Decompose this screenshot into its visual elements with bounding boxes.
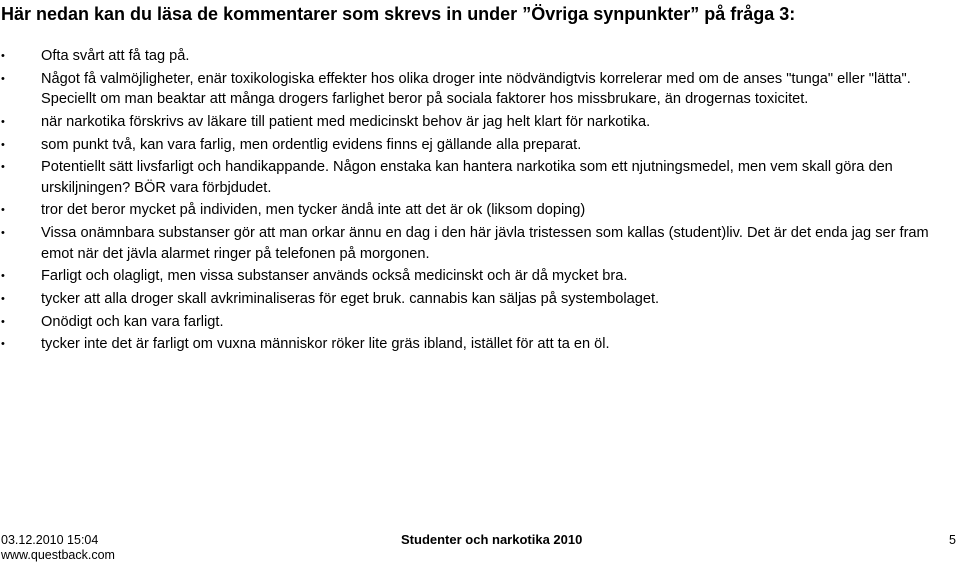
- list-item: [0, 135, 959, 156]
- bullet-icon: •: [1, 315, 5, 328]
- comment-text: som punkt två, kan vara farlig, men ordentlig evidens finns ej gällande alla preparat.: [41, 136, 582, 153]
- bullet-icon: •: [1, 50, 5, 62]
- footer-url: www.questback.com: [1, 548, 115, 562]
- list-item: [0, 157, 959, 198]
- bullet-icon: •: [1, 72, 5, 85]
- comment-text: tycker inte det är farligt om vuxna människor röker lite gräs ibland, istället för att ta en öl.: [41, 336, 610, 353]
- comment-text: Ofta svårt att få tag på.: [41, 48, 190, 64]
- comment-text: när narkotika förskrivs av läkare till patient med medicinskt behov är jag helt klart för narkotika.: [41, 113, 651, 130]
- bullet-icon: •: [1, 204, 5, 217]
- list-item: [0, 69, 959, 110]
- list-item: [0, 46, 959, 67]
- comment-text: tror det beror mycket på individen, men tycker ändå inte att det är ok (liksom doping): [41, 202, 586, 219]
- footer-page-number: 5: [949, 533, 956, 547]
- list-item: [0, 334, 959, 355]
- comment-text: Onödigt och kan vara farligt.: [41, 313, 224, 330]
- footer-date: 03.12.2010 15:04: [1, 533, 99, 547]
- bullet-icon: •: [1, 227, 5, 240]
- footer-document-title: Studenter och narkotika 2010: [401, 532, 583, 547]
- page-title: Här nedan kan du läsa de kommentarer som skrevs in under ”Övriga synpunkter” på fråga 3:: [1, 4, 796, 24]
- bullet-icon: •: [1, 270, 5, 283]
- bullet-icon: •: [1, 138, 5, 151]
- comment-text: tycker att alla droger skall avkriminaliseras för eget bruk. cannabis kan säljas på systembolaget.: [41, 291, 660, 307]
- list-item: [0, 266, 959, 287]
- comment-text: Farligt och olagligt, men vissa substanser används också medicinskt och är då mycket bra.: [41, 268, 628, 285]
- bullet-icon: •: [1, 293, 5, 305]
- comment-text: Vissa onämnbara substanser gör att man orkar ännu en dag i den här jävla tristessen som kallas (student)liv. Det är det enda jag ser fram emot när det jävla alarmet ringer på telefonen på morgonen.: [41, 225, 929, 262]
- list-item: [0, 223, 959, 264]
- comment-text: Potentiellt sätt livsfarligt och handikappande. Någon enstaka kan hantera narkotika som ett njutningsmedel, men vem skall göra den urskiljningen? BÖR vara förbjdudet.: [41, 159, 893, 196]
- list-item: [0, 112, 959, 133]
- comment-text: Något få valmöjligheter, enär toxikologiska effekter hos olika droger inte nödvändigtvis korrelerar med om de anses "tunga" eller "lätta". Speciellt om man beaktar att många drogers farlighet beror på sociala faktorer hos missbrukare, än drogernas toxicitet.: [41, 70, 911, 108]
- list-item: [0, 289, 959, 310]
- comment-list: [0, 46, 959, 357]
- bullet-icon: •: [1, 338, 5, 351]
- list-item: [0, 312, 959, 333]
- list-item: [0, 200, 959, 221]
- bullet-icon: •: [1, 115, 5, 128]
- bullet-icon: •: [1, 161, 5, 174]
